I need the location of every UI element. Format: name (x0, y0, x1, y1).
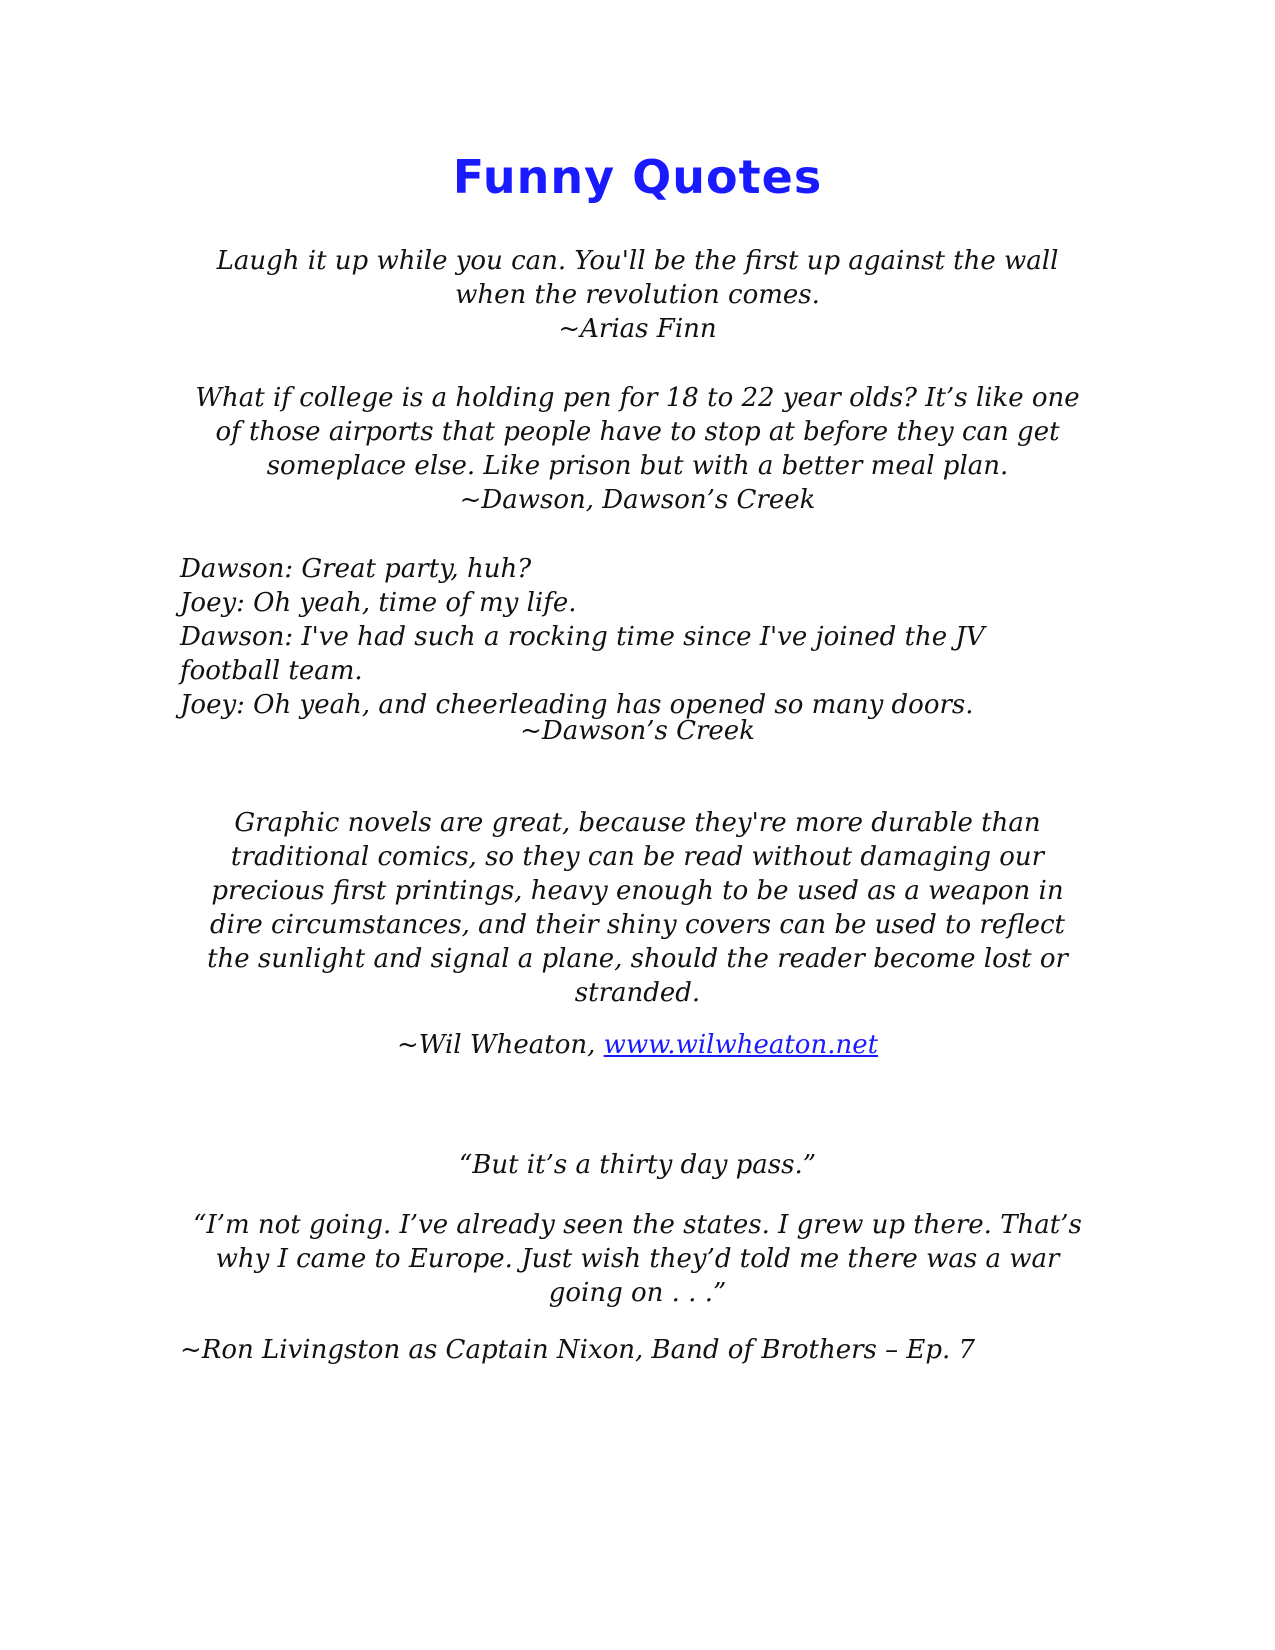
quote-arias-finn (100, 244, 1175, 346)
quote-line: stranded. (574, 978, 701, 1008)
quote-dawson-dialogue (180, 552, 1180, 722)
quote-line: “I’m not going. I’ve already seen the states. I grew up there. That’s (193, 1210, 1082, 1240)
quote-band-of-brothers-a (100, 1148, 1175, 1182)
quote-line: Graphic novels are great, because they're more durable than (234, 808, 1041, 838)
wilwheaton-link[interactable]: www.wilwheaton.net (603, 1030, 879, 1060)
quote-line: dire circumstances, and their shiny covers can be used to reflect (209, 910, 1065, 940)
page-title: Funny Quotes (452, 150, 823, 204)
quote-line: of those airports that people have to stop at before they can get (215, 417, 1060, 447)
quote-attribution: ~Dawson, Dawson’s Creek (459, 485, 816, 515)
dialogue-line: Joey: Oh yeah, time of my life. (180, 588, 577, 618)
quote-line: the sunlight and signal a plane, should the reader become lost or (207, 944, 1068, 974)
quote-attribution: ~Arias Finn (558, 314, 717, 344)
quote-line: “But it’s a thirty day pass.” (458, 1150, 817, 1180)
attribution-text: ~Wil Wheaton, (396, 1030, 604, 1060)
quote-line: Laugh it up while you can. You'll be the first up against the wall (216, 246, 1059, 276)
quote-line: why I came to Europe. Just wish they’d told me there was a war (215, 1244, 1060, 1274)
quote-attribution (100, 714, 1175, 748)
attribution-line (100, 1028, 1175, 1062)
quote-line: when the revolution comes. (455, 280, 820, 310)
dialogue-line: football team. (180, 656, 363, 686)
attribution-text: ~Dawson’s Creek (520, 716, 755, 746)
quote-line: What if college is a holding pen for 18 to 22 year olds? It’s like one (195, 383, 1080, 413)
quote-line: someplace else. Like prison but with a better meal plan. (266, 451, 1009, 481)
quote-wil-wheaton (100, 806, 1175, 1010)
dialogue-line: Joey: Oh yeah, and cheerleading has opened so many doors. (180, 690, 974, 720)
quote-attribution (180, 1333, 1180, 1367)
quote-band-of-brothers-b (100, 1208, 1175, 1310)
quote-attribution (100, 1028, 1175, 1062)
dialogue-line: Dawson: I've had such a rocking time since I've joined the JV (180, 622, 985, 652)
quote-line: traditional comics, so they can be read without damaging our (230, 842, 1045, 872)
attribution-text: ~Ron Livingston as Captain Nixon, Band of Brothers – Ep. 7 (180, 1335, 976, 1365)
quote-line: precious first printings, heavy enough to be used as a weapon in (211, 876, 1064, 906)
quote-line: going on . . .” (548, 1278, 727, 1308)
quote-dawson-college (100, 381, 1175, 517)
dialogue-line: Dawson: Great party, huh? (180, 554, 532, 584)
